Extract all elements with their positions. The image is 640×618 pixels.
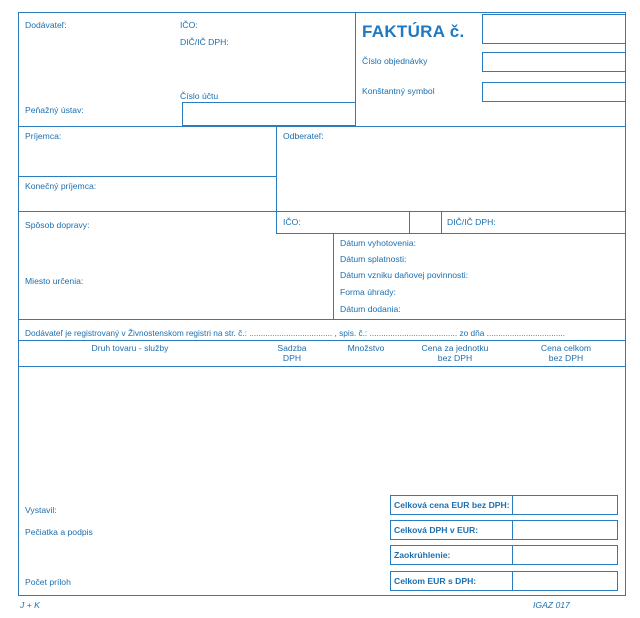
cislo-objednavky-label: Číslo objednávky [362,56,428,66]
celkova-dph-field[interactable] [514,521,617,539]
items-area[interactable] [19,368,625,492]
invoice-number-field[interactable] [482,14,626,44]
konstantny-symbol-field[interactable] [482,82,626,102]
divider [276,126,277,234]
dodavatel-label: Dodávateľ: [25,20,67,30]
divider [512,495,513,515]
celkom-field[interactable] [514,572,617,590]
datum-dodania-label: Dátum dodania: [340,304,401,314]
divider [18,126,626,127]
col-header-druh: Druh tovaru - služby [91,343,169,353]
odberatel-label: Odberateľ: [283,131,324,141]
col-header-cena-celkom: Cena celkom bez DPH [540,343,592,363]
datum-vyhotovenia-label: Dátum vyhotovenia: [340,238,416,248]
divider [18,211,626,212]
divider [276,233,626,234]
ico-label-supplier: IČO: [180,20,198,30]
col-header-mnozstvo: Množstvo [347,343,385,353]
celkova-cena-field[interactable] [514,496,617,514]
celkova-cena-label: Celková cena EUR bez DPH: [394,500,510,510]
vystavil-label: Vystavil: [25,505,57,515]
divider [441,211,442,234]
divider [512,520,513,540]
prijemca-label: Príjemca: [25,131,62,141]
footer-right: IGAZ 017 [533,600,570,610]
divider [512,571,513,591]
invoice-title: FAKTÚRA č. [362,22,465,41]
divider [512,545,513,565]
cislo-uctu-label: Číslo účtu [180,91,219,101]
datum-danovej-povinnosti-label: Dátum vzniku daňovej povinnosti: [340,270,469,280]
celkom-label: Celkom EUR s DPH: [394,576,477,586]
peciatka-label: Pečiatka a podpis [25,527,93,537]
divider [18,176,276,177]
dic-label-customer: DIČ/IČ DPH: [447,217,496,227]
konstantny-symbol-label: Konštantný symbol [362,86,435,96]
divider [18,319,626,320]
sposob-dopravy-label: Spôsob dopravy: [25,220,90,230]
register-line: Dodávateľ je registrovaný v Živnostenskom registri na str. č.: .................................... , spis. č.: ...................................... zo dňa .................................. [25,328,566,338]
divider [355,12,356,126]
penazny-ustav-label: Peňažný ústav: [25,105,84,115]
miesto-urcenia-label: Miesto určenia: [25,276,84,286]
divider [409,211,410,234]
celkova-dph-label: Celková DPH v EUR: [394,525,479,535]
forma-uhrady-label: Forma úhrady: [340,287,396,297]
zaokruhlenie-label: Zaokrúhlenie: [394,550,451,560]
dic-label-supplier: DIČ/IČ DPH: [180,37,229,47]
divider [18,366,626,367]
divider [333,233,334,319]
datum-splatnosti-label: Dátum splatnosti: [340,254,407,264]
divider [18,340,626,341]
col-header-cena-jednotka: Cena za jednotku bez DPH [421,343,489,363]
col-header-sadzba: Sadzba DPH [277,343,307,363]
zaokruhlenie-field[interactable] [514,546,617,564]
footer-left: J + K [20,600,40,610]
ico-label-customer: IČO: [283,217,301,227]
cislo-objednavky-field[interactable] [482,52,626,72]
konecny-prijemca-label: Konečný príjemca: [25,181,97,191]
cislo-uctu-field[interactable] [182,102,356,126]
pocet-priloh-label: Počet príloh [25,577,71,587]
